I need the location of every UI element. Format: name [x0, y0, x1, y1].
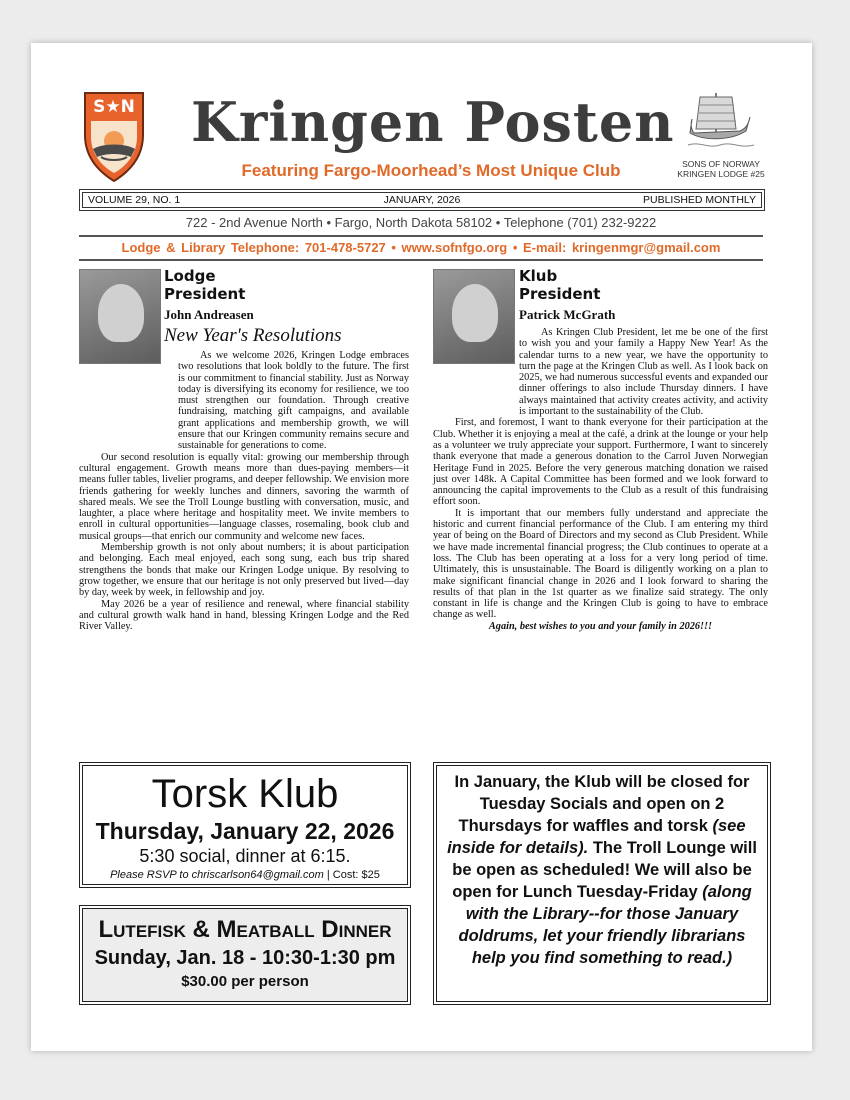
lutefisk-title: Lutefisk & Meatball Dinner: [98, 916, 392, 943]
volume-number: VOLUME 29, NO. 1: [88, 194, 181, 206]
ship-label: [671, 159, 771, 179]
klub-paragraph: As Kringen Club President, let me be one of the first to wish you and your family a Happy New Year! As the calendar turns to a new year, we have the opportunity to turn the page at the Kringen Club as well. As I look back on 2025, we had numerous successful events and expanded our dinner offerings to also include Thursday dinners. I have always maintained that activity creates activity, and activity is important to the sustainability of the Club.: [519, 327, 768, 418]
klub-president-name: Patrick McGrath: [519, 307, 616, 322]
ship-label-line-1: SONS OF NORWAY: [682, 159, 760, 169]
notice-part-2: (see inside for details).: [447, 817, 746, 857]
portrait-face: [98, 284, 144, 342]
contact-line: Lodge & Library Telephone: 701-478-5727 • www.sofnfgo.org • E-mail: kringenmgr@gmail.com: [79, 235, 763, 261]
viking-ship-icon: [686, 87, 756, 157]
newsletter-tagline: Featuring Fargo-Moorhead’s Most Unique Club: [241, 161, 621, 180]
lodge-address: 722 - 2nd Avenue North • Fargo, North Dakota 58102 • Telephone (701) 232-9222: [185, 215, 657, 230]
lodge-paragraph: Our second resolution is equally vital: growing our membership through cultural engagement. Growth means more than dues-paying members—it means fuller tables, livelier programs, and deeper fellowship. We envision more friends gathering for weekly lunches and dinners, savoring the warmth of shared meals. We see the Troll Lounge bustling with conversation, music, and laughter, a place where heritage and hospitality meet. We invite members to enroll in cultural opportunities—language classes, rosemaling, book club and musical groups—that enrich our community and welcome new faces.: [79, 451, 409, 542]
notice-part-4: (along with the Library--for those January doldrums, let your friendly librarians help you find something to read.): [458, 883, 752, 967]
klub-president-heading: [519, 267, 600, 303]
lodge-heading-line-2: President: [164, 285, 246, 303]
ship-label-line-2: KRINGEN LODGE #25: [677, 169, 765, 179]
lodge-president-name: John Andreasen: [164, 307, 254, 322]
newsletter-page: [31, 43, 812, 1051]
issue-info-bar: [79, 189, 765, 211]
torsk-cost: | Cost: $25: [323, 869, 380, 881]
lodge-article-body: [79, 350, 409, 632]
klub-paragraph: First, and foremost, I want to thank everyone for their participation at the Club. Whether it is enjoying a meal at the café, a drink at the lounge or your help as a volunteer we truly appreciate your support. Furthermore, I want to sincerely thank everyone that made a generous donation to the Carrol Juven Norwegian Heritage Fund in 2025. Before the very generous matching donation we raised just over 148k. A Capital Committee has been formed and we look forward to announcing the capital improvements to the Club as a result of this fundraising effort soon.: [433, 417, 768, 508]
klub-paragraph: It is important that our members fully understand and appreciate the historic and current financial performance of the Club. I am entering my third year of being on the Board of Directors and my second as Club President. While we have made incremental financial progress; the Club continues to operate at a loss. The Club has been operating at a loss for a very long period of time. Ultimately, this is unsustainable. The Board is diligently working on a plan to make significant financial change in 2026 and I look forward to sharing the results of that plan in the 1st quarter as we finalize said strategy. The only constant in life is change and the Kringen Club is going to have to embrace change as well.: [433, 507, 768, 621]
torsk-klub-box: [79, 762, 411, 888]
january-notice-box: [433, 762, 771, 1005]
torsk-rsvp-line: [80, 867, 410, 883]
sons-of-norway-shield-logo: [83, 91, 145, 183]
lodge-article-title: New Year's Resolutions: [164, 325, 342, 346]
notice-part-1: In January, the Klub will be closed for Tuesday Socials and open on 2 Thursdays for waffles and torsk: [454, 773, 750, 835]
lodge-paragraph: As we welcome 2026, Kringen Lodge embraces two resolutions that look boldly to the future. The first is our commitment to financial stability. Just as Norway today is diversifying its economy for resilience, we too must strengthen our foundation. Through creative fundraising, matching gift campaigns, and available grant applications and membership growth, we will ensure that our Kringen community remains secure and sustainable for generations to come.: [178, 350, 409, 452]
lutefisk-price: $30.00 per person: [181, 973, 309, 990]
klub-heading-line-1: Klub: [519, 267, 558, 285]
lodge-paragraph: May 2026 be a year of resilience and renewal, where financial stability and cultural growth walk hand in hand, blessing Kringen Lodge and the Red River Valley.: [79, 598, 409, 633]
issue-date: JANUARY, 2026: [383, 194, 461, 206]
lodge-paragraph: Membership growth is not only about numbers; it is about participation and belonging. Each meal enjoyed, each song sung, each bus trip shared strengthens the bonds that make our Kringen Lodge unique. By resolving to grow together, we ensure that our heritage is not only preserved but lived—day by day, week by week, in fellowship and joy.: [79, 542, 409, 599]
shield-letters: S★N: [93, 97, 135, 117]
klub-closing: Again, best wishes to you and your family in 2026!!!: [488, 620, 713, 632]
torsk-title: Torsk Klub: [151, 772, 339, 816]
klub-article-body: [433, 327, 768, 632]
january-notice-text: [434, 763, 770, 969]
torsk-rsvp: Please RSVP to chriscarlson64@gmail.com: [110, 869, 324, 881]
notice-part-3: The Troll Lounge will be open as scheduled! We will also be open for Lunch Tuesday-Friday: [452, 839, 757, 901]
torsk-time: 5:30 social, dinner at 6:15.: [139, 846, 351, 866]
publish-frequency: PUBLISHED MONTHLY: [643, 194, 756, 206]
newsletter-title: Kringen Posten: [191, 90, 675, 154]
lodge-heading-line-1: Lodge: [164, 267, 216, 285]
klub-heading-line-2: President: [519, 285, 601, 303]
lutefisk-dinner-box: [79, 905, 411, 1005]
lutefisk-date: Sunday, Jan. 18 - 10:30-1:30 pm: [94, 947, 396, 969]
lodge-president-heading: [164, 267, 245, 303]
torsk-date: Thursday, January 22, 2026: [95, 818, 395, 844]
